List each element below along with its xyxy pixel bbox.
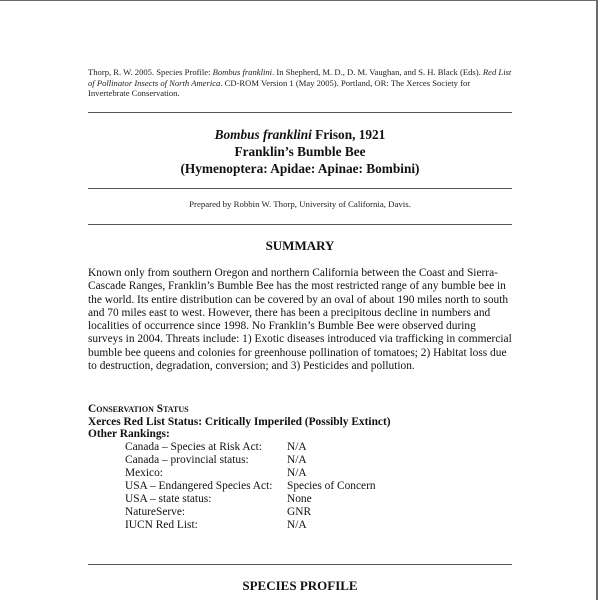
authority: Frison, 1921 bbox=[311, 127, 386, 142]
ranking-row bbox=[125, 441, 512, 454]
ranking-value: N/A bbox=[287, 519, 307, 532]
citation-text: . In Shepherd, M. D., D. M. Vaughan, and S. H. Black (Eds). bbox=[272, 67, 483, 77]
conservation-status-heading: Conservation Status bbox=[88, 403, 189, 415]
ranking-label: Mexico: bbox=[125, 466, 163, 479]
ranking-value: N/A bbox=[287, 440, 307, 453]
prepared-by: Prepared by Robbin W. Thorp, University of California, Davis. bbox=[189, 199, 411, 209]
ranking-value: Species of Concern bbox=[287, 480, 376, 493]
divider bbox=[88, 112, 512, 113]
species-profile-heading: SPECIES PROFILE bbox=[242, 578, 358, 593]
summary-paragraph: Known only from southern Oregon and northern California between the Coast and Sierra-Cascade Ranges, Franklin’s Bumble Bee has the most restricted range of any bumble bee in the world. Its entire distribution can be covered by an oval of about 190 miles north to south and 70 miles east to west. However, there has been a precipitous decline in numbers and localities of occurrence since 1998. No Franklin’s Bumble Bee were observed during surveys in 2004. Threats include: 1) Exotic diseases introduced via trafficking in commercial bumble bee queens and colonies for greenhouse pollination of tomatoes; 2) Habitat loss due to destruction, degradation, conversion; and 3) Pesticides and pollution. bbox=[88, 267, 512, 373]
species-title bbox=[88, 126, 512, 143]
citation-text: Thorp, R. W. 2005. Species Profile: bbox=[88, 67, 213, 77]
ranking-row bbox=[125, 493, 512, 506]
ranking-label: Canada – provincial status: bbox=[125, 453, 249, 466]
ranking-value: GNR bbox=[287, 506, 312, 519]
ranking-row bbox=[125, 454, 512, 467]
ranking-label: USA – Endangered Species Act: bbox=[125, 480, 273, 493]
ranking-row bbox=[125, 480, 512, 493]
title-block bbox=[88, 126, 512, 177]
ranking-value: N/A bbox=[287, 466, 307, 479]
citation-species-name: Bombus franklini bbox=[212, 67, 273, 77]
divider bbox=[88, 224, 512, 225]
common-name: Franklin’s Bumble Bee bbox=[234, 144, 366, 159]
citation bbox=[88, 67, 512, 99]
ranking-row bbox=[125, 506, 512, 519]
ranking-label: USA – state status: bbox=[125, 493, 212, 506]
ranking-value: N/A bbox=[287, 453, 307, 466]
taxonomy: (Hymenoptera: Apidae: Apinae: Bombini) bbox=[180, 161, 420, 176]
other-rankings-label: Other Rankings: bbox=[88, 428, 170, 441]
citation-series-title: Red List of Pollinator Insects of North America bbox=[88, 67, 512, 88]
conservation-status-section bbox=[88, 403, 512, 532]
ranking-value: None bbox=[287, 493, 312, 506]
ranking-label: Canada – Species at Risk Act: bbox=[125, 440, 262, 453]
xerces-status: Xerces Red List Status: Critically Imperiled (Possibly Extinct) bbox=[88, 415, 391, 428]
ranking-label: NatureServe: bbox=[125, 506, 186, 519]
ranking-row bbox=[125, 467, 512, 480]
divider bbox=[88, 188, 512, 189]
rankings-table bbox=[125, 441, 512, 533]
scientific-name: Bombus franklini bbox=[214, 127, 312, 142]
summary-heading: SUMMARY bbox=[265, 238, 335, 253]
citation-text: . CD-ROM Version 1 (May 2005). Portland, OR: The Xerces Society for Invertebrate Conservation. bbox=[88, 77, 471, 99]
divider bbox=[88, 564, 512, 565]
ranking-row bbox=[125, 519, 512, 532]
ranking-label: IUCN Red List: bbox=[125, 519, 198, 532]
